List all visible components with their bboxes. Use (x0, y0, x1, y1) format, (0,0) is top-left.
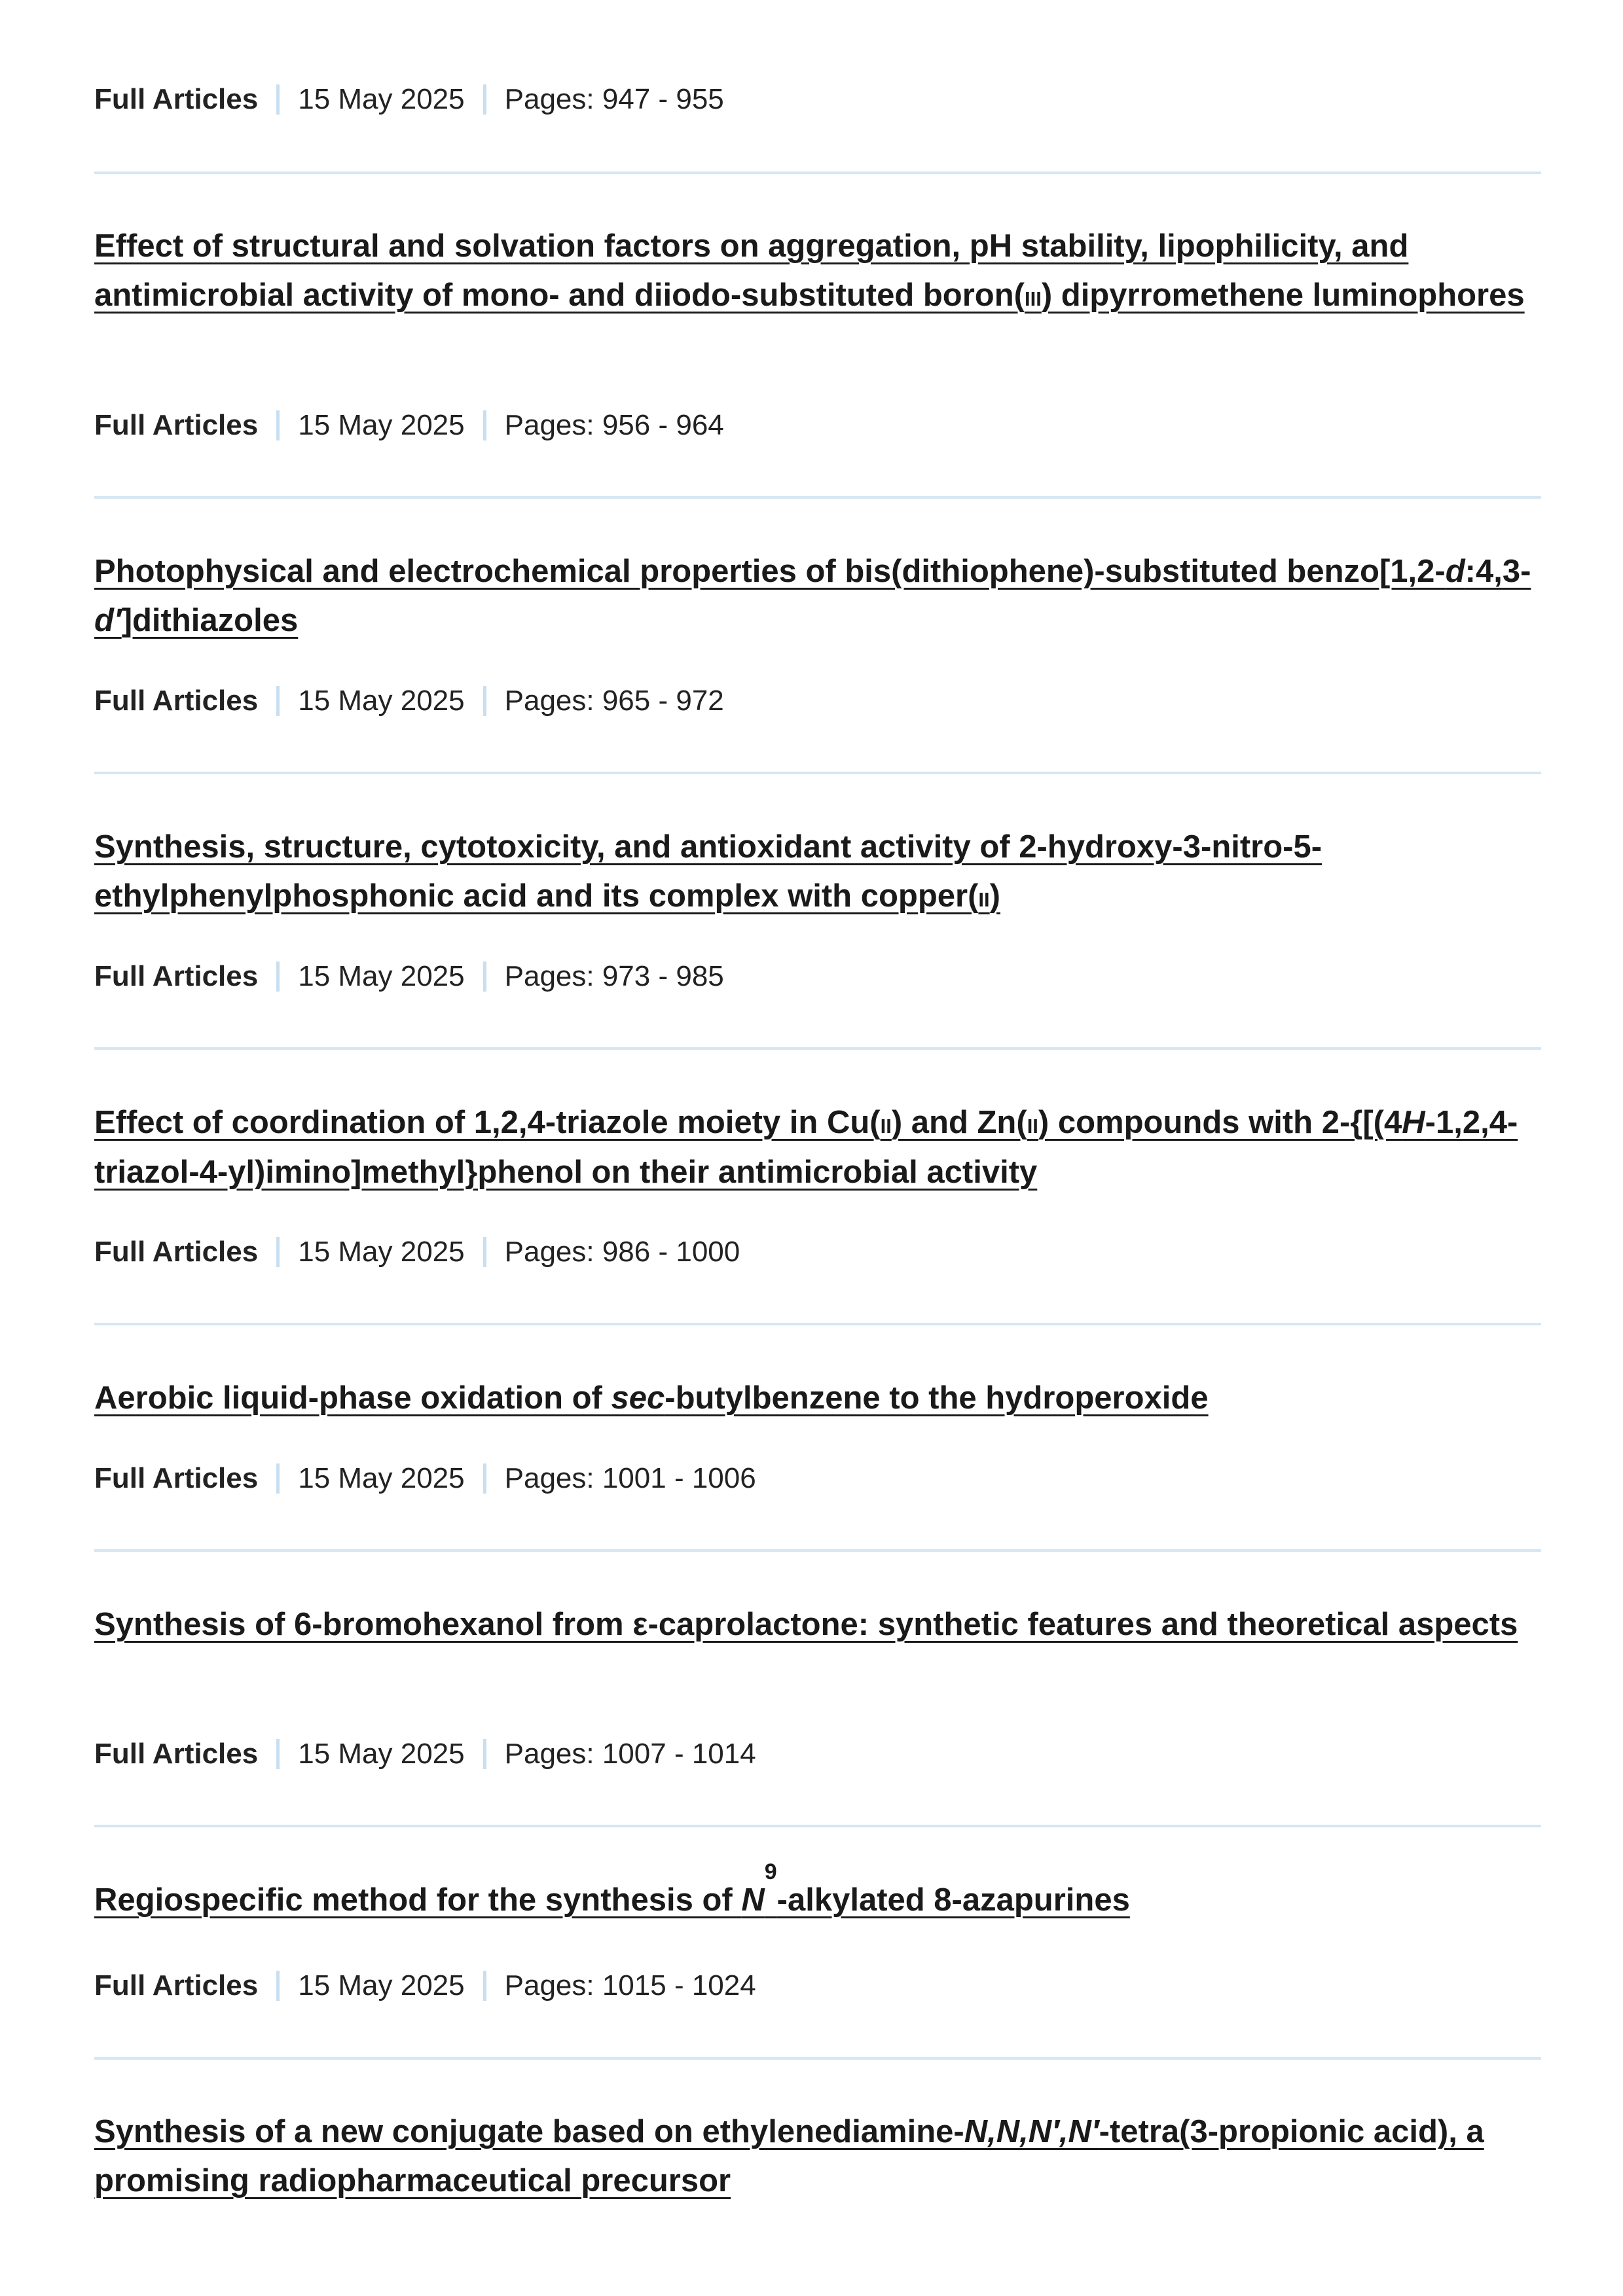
title-segment: Effect of structural and solvation factors on aggregation, pH stability, lipophilicity, and antimicrobial activity of mono- and diiodo-substituted boron( (94, 228, 1409, 313)
article-title-link[interactable] (94, 823, 1541, 922)
article-meta (94, 80, 724, 119)
title-segment: Photophysical and electrochemical properties of bis(dithiophene)-substituted benzo[1,2- (94, 554, 1446, 589)
article-pages: Pages: 947 - 955 (504, 83, 724, 115)
divider (94, 1323, 1541, 1325)
article-title-link[interactable] (94, 1374, 1541, 1423)
meta-separator (276, 84, 280, 115)
meta-separator (483, 84, 486, 115)
article-pages: Pages: 973 - 985 (504, 960, 724, 992)
article-pages: Pages: 1015 - 1024 (504, 1969, 756, 2001)
title-segment: ) compounds with 2-{[(4 (1038, 1105, 1402, 1140)
article-pages: Pages: 986 - 1000 (504, 1236, 740, 1268)
title-segment: ii (978, 881, 990, 913)
article-type: Full Articles (94, 960, 259, 992)
article-date: 15 May 2025 (298, 1236, 465, 1268)
divider (94, 496, 1541, 499)
title-segment: d′ (94, 603, 122, 638)
meta-separator (483, 961, 486, 992)
title-segment: Aerobic liquid-phase oxidation of (94, 1380, 611, 1416)
article-meta (94, 406, 724, 445)
article-date: 15 May 2025 (298, 1738, 465, 1770)
title-segment: N,N,N′,N′ (964, 2114, 1099, 2149)
article-title-link[interactable] (94, 2108, 1541, 2206)
title-segment: Effect of coordination of 1,2,4-triazole moiety in Cu( (94, 1105, 881, 1140)
meta-separator (483, 1739, 486, 1769)
title-segment: ]dithiazoles (121, 603, 299, 638)
title-segment: ) (989, 878, 1000, 914)
article-date: 15 May 2025 (298, 1462, 465, 1494)
divider (94, 2057, 1541, 2060)
article-pages: Pages: 1001 - 1006 (504, 1462, 756, 1494)
article-title-link[interactable] (94, 1098, 1541, 1197)
article-meta (94, 1734, 756, 1774)
meta-separator (483, 1971, 486, 2001)
meta-separator (276, 410, 280, 440)
meta-separator (483, 686, 486, 716)
article-meta (94, 957, 724, 996)
article-date: 15 May 2025 (298, 960, 465, 992)
article-type: Full Articles (94, 1738, 259, 1770)
article-title-link[interactable] (94, 1600, 1541, 1649)
article-meta (94, 1459, 756, 1498)
title-segment: Synthesis of 6-bromohexanol from ε-caprolactone: synthetic features and theoretical aspects (94, 1607, 1518, 1642)
title-segment: -butylbenzene to the hydroperoxide (665, 1380, 1209, 1416)
title-segment: N (741, 1882, 765, 1918)
title-segment: 9 (764, 1859, 777, 1884)
article-title-link[interactable] (94, 1859, 1541, 1925)
article-date: 15 May 2025 (298, 83, 465, 115)
article-type: Full Articles (94, 1462, 259, 1494)
title-segment: ) dipyrromethene luminophores (1041, 278, 1525, 313)
meta-separator (276, 961, 280, 992)
title-segment: Synthesis of a new conjugate based on ethylenediamine- (94, 2114, 964, 2149)
meta-separator (483, 1463, 486, 1494)
divider (94, 1549, 1541, 1552)
article-meta (94, 1966, 756, 2005)
title-segment: ii (880, 1107, 892, 1139)
title-segment: ii (1027, 1107, 1038, 1139)
title-segment: :4,3- (1465, 554, 1531, 589)
article-date: 15 May 2025 (298, 685, 465, 717)
divider (94, 171, 1541, 174)
article-meta (94, 1232, 740, 1272)
article-title-link[interactable] (94, 222, 1541, 321)
title-segment: Synthesis, structure, cytotoxicity, and antioxidant activity of 2-hydroxy-3-nitro-5-ethylphenylphosphonic acid and its complex with copper( (94, 829, 1322, 914)
meta-separator (276, 1463, 280, 1494)
title-segment: -1,2,4-triazol-4-yl)imino]methyl}phenol on their antimicrobial activity (94, 1105, 1518, 1190)
article-type: Full Articles (94, 1969, 259, 2001)
article-date: 15 May 2025 (298, 409, 465, 441)
article-type: Full Articles (94, 685, 259, 717)
meta-separator (276, 686, 280, 716)
title-segment: H (1402, 1105, 1425, 1140)
meta-separator (276, 1739, 280, 1769)
article-type: Full Articles (94, 83, 259, 115)
title-segment: iii (1024, 280, 1042, 312)
title-segment: -alkylated 8-azapurines (776, 1882, 1130, 1918)
article-meta (94, 681, 724, 721)
title-segment: d (1445, 554, 1465, 589)
title-segment: ) and Zn( (891, 1105, 1027, 1140)
article-type: Full Articles (94, 409, 259, 441)
meta-separator (276, 1237, 280, 1267)
title-segment: sec (611, 1380, 665, 1416)
article-pages: Pages: 1007 - 1014 (504, 1738, 756, 1770)
meta-separator (276, 1971, 280, 2001)
meta-separator (483, 410, 486, 440)
meta-separator (483, 1237, 486, 1267)
divider (94, 1047, 1541, 1050)
title-segment: -tetra(3-propionic acid), a promising radiopharmaceutical precursor (94, 2114, 1484, 2198)
article-pages: Pages: 956 - 964 (504, 409, 724, 441)
article-type: Full Articles (94, 1236, 259, 1268)
article-pages: Pages: 965 - 972 (504, 685, 724, 717)
divider (94, 1825, 1541, 1827)
article-title-link[interactable] (94, 547, 1541, 645)
title-segment: Regiospecific method for the synthesis of (94, 1882, 742, 1918)
divider (94, 772, 1541, 774)
article-date: 15 May 2025 (298, 1969, 465, 2001)
